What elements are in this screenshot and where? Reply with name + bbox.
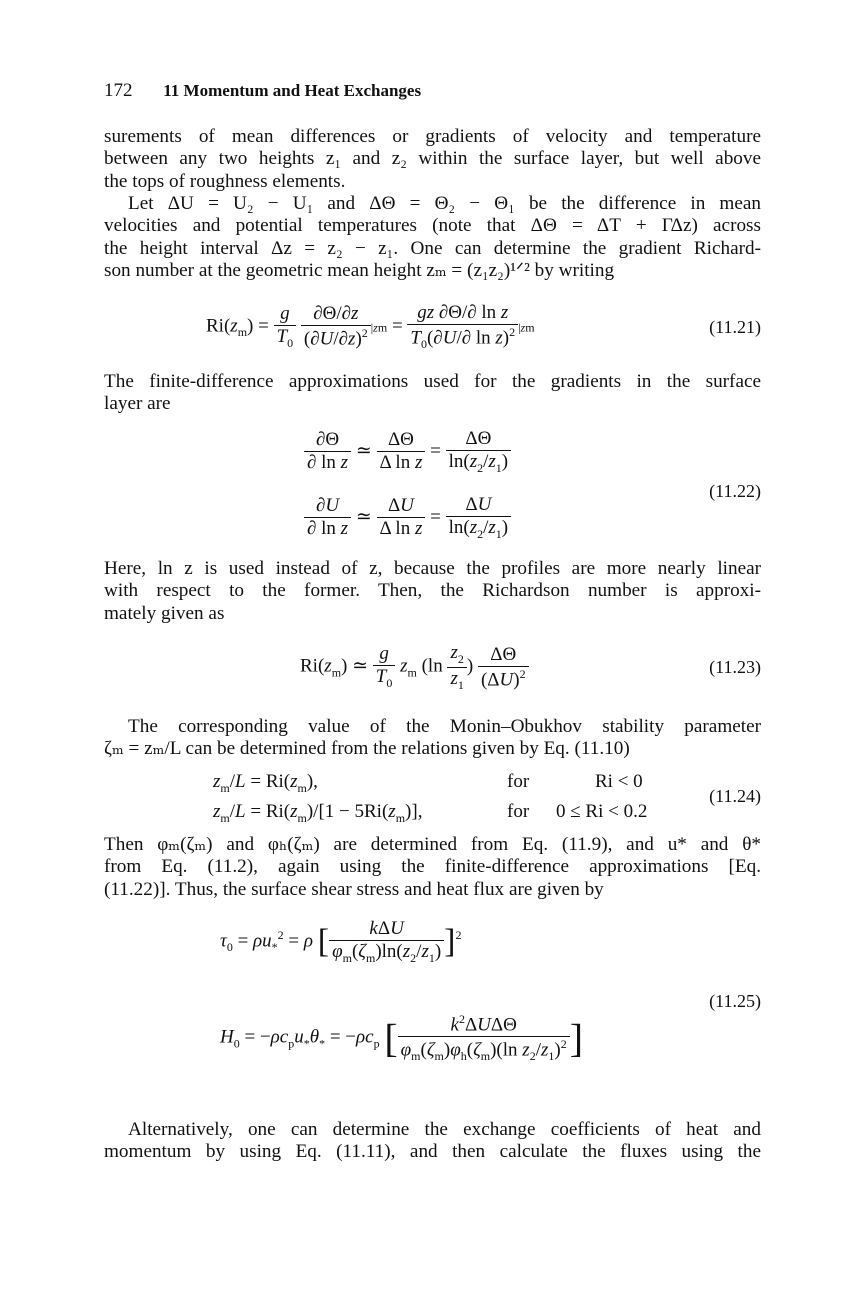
text-line: son number at the geometric mean height zₘ = (z₁z₂)¹ᐟ² by writing bbox=[104, 259, 615, 281]
equation-11-25-stress: $\tau_0 = \rho u_*^2 = \rho$ [ $\frac{\text{kΔU}}{\varphi_m(\zeta_m)\ln(z_2/z_1)}$ ]$^2$ bbox=[220, 918, 462, 965]
text-line: layer are bbox=[104, 393, 171, 415]
text-line: with respect to the former. Then, the Richardson number is approxi- bbox=[104, 580, 761, 602]
equation-11-22-u: $\frac{\partial U}{\text{∂ ln z}}$ ≃ $\frac{\Delta U}{\text{Δ ln z}}$ = $\frac{\Delta U}{\ln(z_2/z_1)}$ bbox=[304, 494, 511, 542]
paragraph-3 bbox=[104, 371, 761, 416]
text-line: Here, ln z is used instead of z, because the profiles are more nearly linear bbox=[104, 558, 761, 579]
paragraph-6 bbox=[104, 834, 761, 901]
text-line: mately given as bbox=[104, 602, 225, 624]
text-line: momentum by using Eq. (11.11), and then calculate the fluxes using the bbox=[104, 1141, 761, 1163]
paragraph-2 bbox=[104, 193, 761, 282]
text-line: Let ΔU = U₂ − U₁ and ΔΘ = Θ₂ − Θ₁ be the difference in mean bbox=[128, 193, 761, 214]
running-header bbox=[104, 80, 421, 102]
text-line: The corresponding value of the Monin–Obukhov stability parameter bbox=[128, 716, 761, 737]
equation-number: (11.22) bbox=[709, 481, 761, 501]
equation-number: (11.25) bbox=[709, 991, 761, 1011]
equation-11-24-line1: $z_m/L = Ri(z_m)$, bbox=[213, 771, 318, 795]
equation-11-23: $Ri(z_m)$ ≃ $\frac{g}{T_0}$ $z_m$ (ln $\frac{z_2}{z_1}$ ) $\frac{\Delta\Theta}{(\Delta U)^2}$ bbox=[300, 642, 529, 693]
condition-ri-negative: Ri < 0 bbox=[595, 771, 643, 792]
running-title: 11 Momentum and Heat Exchanges bbox=[163, 81, 422, 100]
paragraph-5 bbox=[104, 716, 761, 761]
condition-for: for bbox=[507, 801, 530, 822]
equation-number: (11.24) bbox=[709, 786, 761, 806]
text-line: surements of mean differences or gradients of velocity and temperature bbox=[104, 126, 761, 147]
equation-11-22-theta: $\frac{\partial\Theta}{\text{∂ ln z}}$ ≃ $\frac{\Delta\Theta}{\text{Δ ln z}}$ = $\frac{\Delta\Theta}{\ln(z_2/z_1)}$ bbox=[304, 428, 511, 476]
page-number: 172 bbox=[104, 80, 133, 101]
equation-11-21: $Ri(z_m)$ = $\frac{g}{T_0}$ $\frac{\partial\Theta/\partial z}{(\partial U/\partial z)^2}$ |zm = $\frac{\text{gz ∂Θ/∂ ln z}}{T_0(\partial U/\partial \ln z)^2}$ |zm bbox=[206, 302, 535, 352]
text-line: (11.22)]. Thus, the surface shear stress and heat flux are given by bbox=[104, 878, 604, 900]
condition-ri-stable: 0 ≤ Ri < 0.2 bbox=[556, 801, 648, 822]
text-line: from Eq. (11.2), again using the finite-difference approximations [Eq. bbox=[104, 856, 761, 878]
text-line: the height interval Δz = z₂ − z₁. One can determine the gradient Richard- bbox=[104, 237, 761, 259]
equation-11-25-heatflux: $H_0 = -\rho c_pu_*\theta_* = -\rho c_p$ [ $\frac{k^2\Delta U\Delta\Theta}{\varphi_m(\zeta_m)\varphi_h(\zeta_m)(\ln z_2/z_1)^2}$ ] bbox=[220, 1012, 584, 1064]
text-line: Alternatively, one can determine the exchange coefficients of heat and bbox=[128, 1119, 761, 1140]
text-line: the tops of roughness elements. bbox=[104, 170, 346, 192]
paragraph-1 bbox=[104, 126, 761, 193]
equation-number: (11.21) bbox=[709, 317, 761, 337]
text-line: velocities and potential temperatures (note that ΔΘ = ΔT + ΓΔz) across bbox=[104, 215, 761, 237]
equation-number: (11.23) bbox=[709, 657, 761, 677]
equation-11-24-line2: $z_m/L = Ri(z_m)/[1 - 5Ri(z_m)]$, bbox=[213, 801, 423, 825]
text-line: Then φₘ(ζₘ) and φₕ(ζₘ) are determined from Eq. (11.9), and u* and θ* bbox=[104, 834, 761, 855]
paragraph-7 bbox=[104, 1119, 761, 1164]
text-line: ζₘ = zₘ/L can be determined from the relations given by Eq. (11.10) bbox=[104, 738, 630, 760]
text-line: between any two heights z₁ and z₂ within the surface layer, but well above bbox=[104, 148, 761, 170]
text-line: The finite-difference approximations used for the gradients in the surface bbox=[104, 371, 761, 392]
paragraph-4 bbox=[104, 558, 761, 625]
condition-for: for bbox=[507, 771, 530, 792]
